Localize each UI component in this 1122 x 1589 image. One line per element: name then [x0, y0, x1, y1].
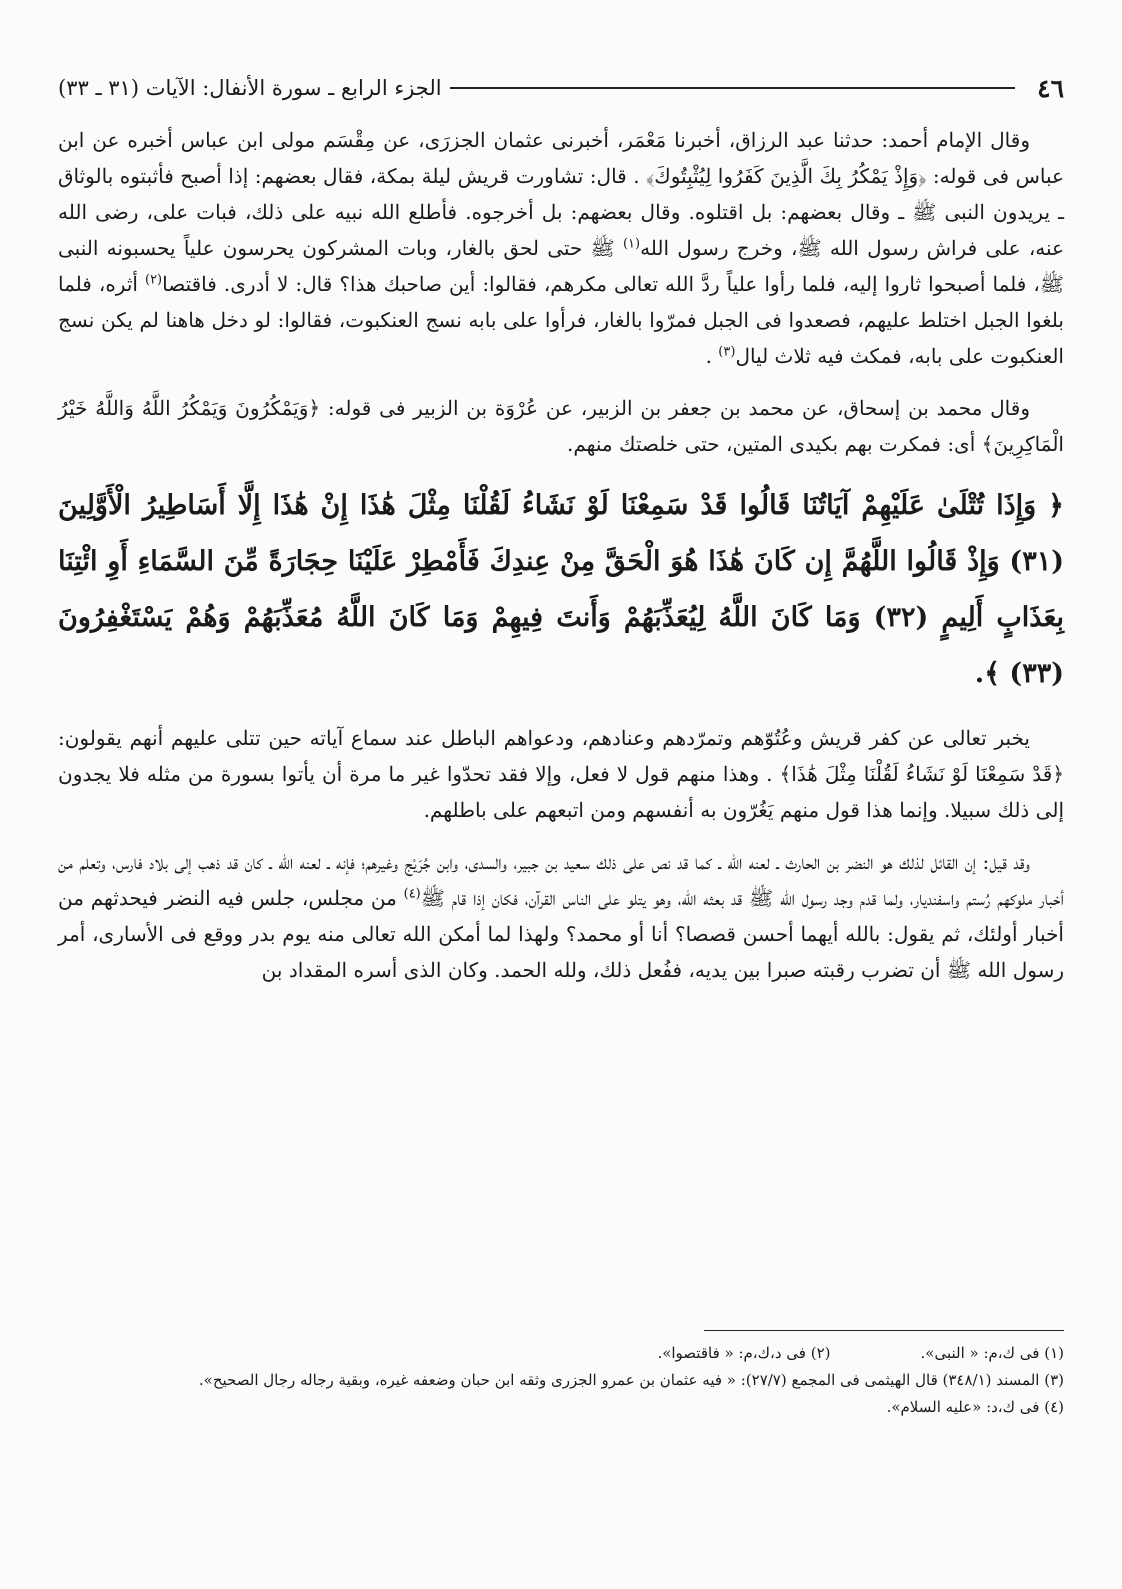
paragraph-text: وقال الإمام أحمد: حدثنا عبد الرزاق، أخبرنا مَعْمَر، أخبرنى عثمان الجزرَى، عن مِقْسَم مولى ابن عباس أخبره عن ابن عباس فى قوله: ﴿وَإِذْ يَمْكُرُ بِكَ الَّذِينَ كَفَرُوا لِيُثْبِتُوكَ﴾ . قال: تشاورت قريش ليلة بمكة، فقال بعضهم: إذا أصبح فأثبتوه بالوثاق ـ يريدون النبى ﷺ ـ وقال بعضهم: بل اقتلوه. وقال بعضهم: بل أخرجوه. فأطلع الله نبيه على ذلك، فبات على، رضى الله عنه، على فراش رسول الله ﷺ، وخرج رسول الله: [58, 128, 1064, 260]
page-header: [58, 70, 1064, 106]
paragraph-nadr: [58, 844, 1064, 988]
running-title: الجزء الرابع ـ سورة الأنفال: الآيات (٣١ ـ ٣٣): [58, 76, 442, 100]
footnote-rule: [704, 1330, 1064, 1331]
quran-verses-31-33: ﴿ وَإِذَا تُتْلَىٰ عَلَيْهِمْ آيَاتُنَا قَالُوا قَدْ سَمِعْنَا لَوْ نَشَاءُ لَقُلْنَا مِثْلَ هَٰذَا إِنْ هَٰذَا إِلَّا أَسَاطِيرُ الْأَوَّلِينَ (٣١) وَإِذْ قَالُوا اللَّهُمَّ إِن كَانَ هَٰذَا هُوَ الْحَقَّ مِنْ عِندِكَ فَأَمْطِرْ عَلَيْنَا حِجَارَةً مِّنَ السَّمَاءِ أَوِ ائْتِنَا بِعَذَابٍ أَلِيمٍ (٣٢) وَمَا كَانَ اللَّهُ لِيُعَذِّبَهُمْ وَأَنتَ فِيهِمْ وَمَا كَانَ اللَّهُ مُعَذِّبَهُمْ وَهُمْ يَسْتَغْفِرُونَ (٣٣) ﴾.: [58, 490, 1064, 689]
footnote-4: (٤) فى ك،د: «عليه السلام».: [886, 1398, 1064, 1416]
page-number: ٤٦: [1037, 73, 1064, 103]
paragraph-text: يخبر تعالى عن كفر قريش وعُتُوّهم وتمرّدهم وعنادهم، ودعواهم الباطل عند سماع آياته حين تتلى عليهم أنهم يقولون: ﴿قَدْ سَمِعْنَا لَوْ نَشَاءُ لَقُلْنَا مِثْلَ هَٰذَا﴾ . وهذا منهم قول لا فعل، وإلا فقد تحدّوا غير ما مرة أن يأتوا بسورة من مثله فلا يجدون إلى ذلك سبيلا. وإنما هذا قول منهم يَغُرّون به أنفسهم ومن اتبعهم على باطلهم.: [58, 726, 1064, 822]
paragraph-text: وقد قيل: إن القائل لذلك هو النضر بن الحارث ـ لعنه الله ـ كما قد نص على ذلك سعيد بن جبير، والسدى، وابن جُرَيْج وغيرهم؛ فإنه ـ لعنه الله ـ كان قد ذهب إلى بلاد فارس، وتعلم من أخبار ملوكهم رُستم واسفنديار، ولما قدم وجد رسول الله ﷺ قد بعثه الله، وهو يتلو على الناس القرآن، فكان إذا قام ﷺ: [58, 850, 1064, 910]
footnote-1: (١) فى ك،م: « النبى».: [920, 1344, 1064, 1362]
page-body: [58, 122, 1064, 1004]
footnote-2: (٢) فى د،ك،م: « فاقتصوا».: [657, 1344, 831, 1362]
footnote-3: (٣) المسند (٣٤٨/١) قال الهيثمى فى المجمع (٢٧/٧): « فيه عثمان بن عمرو الجزرى وثقه ابن حبان وضعفه غيره، وبقية رجاله رجال الصحيح».: [198, 1371, 1064, 1389]
paragraph-ahmad-narration: [58, 122, 1064, 374]
footnote-ref-4: (٤): [403, 886, 421, 902]
footnotes: [58, 1340, 1064, 1421]
header-rule: [450, 87, 1016, 89]
paragraph-text: .: [705, 344, 719, 368]
paragraph-tafsir: [58, 720, 1064, 828]
paragraph-text: ﷺ حتى لحق بالغار، وبات المشركون يحرسون علياً يحسبونه النبى ﷺ، فلما أصبحوا ثاروا إليه، فلما رأوا علياً ردَّ الله تعالى مكرهم، فقالوا: أين صاحبك هذا؟ قال: لا أدرى. فاقتصا: [58, 236, 1064, 296]
paragraph-text: أثره، فلما بلغوا الجبل اختلط عليهم، فصعدوا فى الجبل فمرّوا بالغار، فرأوا على بابه نسج العنكبوت، فقالوا: لو دخل هاهنا لم يكن نسج العنكبوت على بابه، فمكث فيه ثلاث ليال: [58, 272, 1064, 368]
footnote-ref-1: (١): [622, 236, 641, 252]
footnote-ref-3: (٣): [718, 344, 736, 360]
paragraph-text: من مجلس، جلس فيه النضر فيحدثهم من أخبار أولئك، ثم يقول: بالله أيهما أحسن قصصا؟ أنا أو محمد؟ ولهذا لما أمكن الله تعالى منه يوم بدر ووقع فى الأسارى، أمر رسول الله ﷺ أن تضرب رقبته صبرا بين يديه، ففُعل ذلك، ولله الحمد. وكان الذى أسره المقداد بن: [58, 886, 1064, 982]
footnote-row: [58, 1340, 1064, 1367]
paragraph-text: وقال محمد بن إسحاق، عن محمد بن جعفر بن الزبير، عن عُرْوَة بن الزبير فى قوله: ﴿وَيَمْكُرُونَ وَيَمْكُرُ اللَّهُ وَاللَّهُ خَيْرُ الْمَاكِرِينَ﴾ أى: فمكرت بهم بكيدى المتين، حتى خلصتك منهم.: [58, 396, 1064, 456]
paragraph-ibn-ishaq: [58, 390, 1064, 462]
footnote-ref-2: (٢): [144, 272, 163, 288]
